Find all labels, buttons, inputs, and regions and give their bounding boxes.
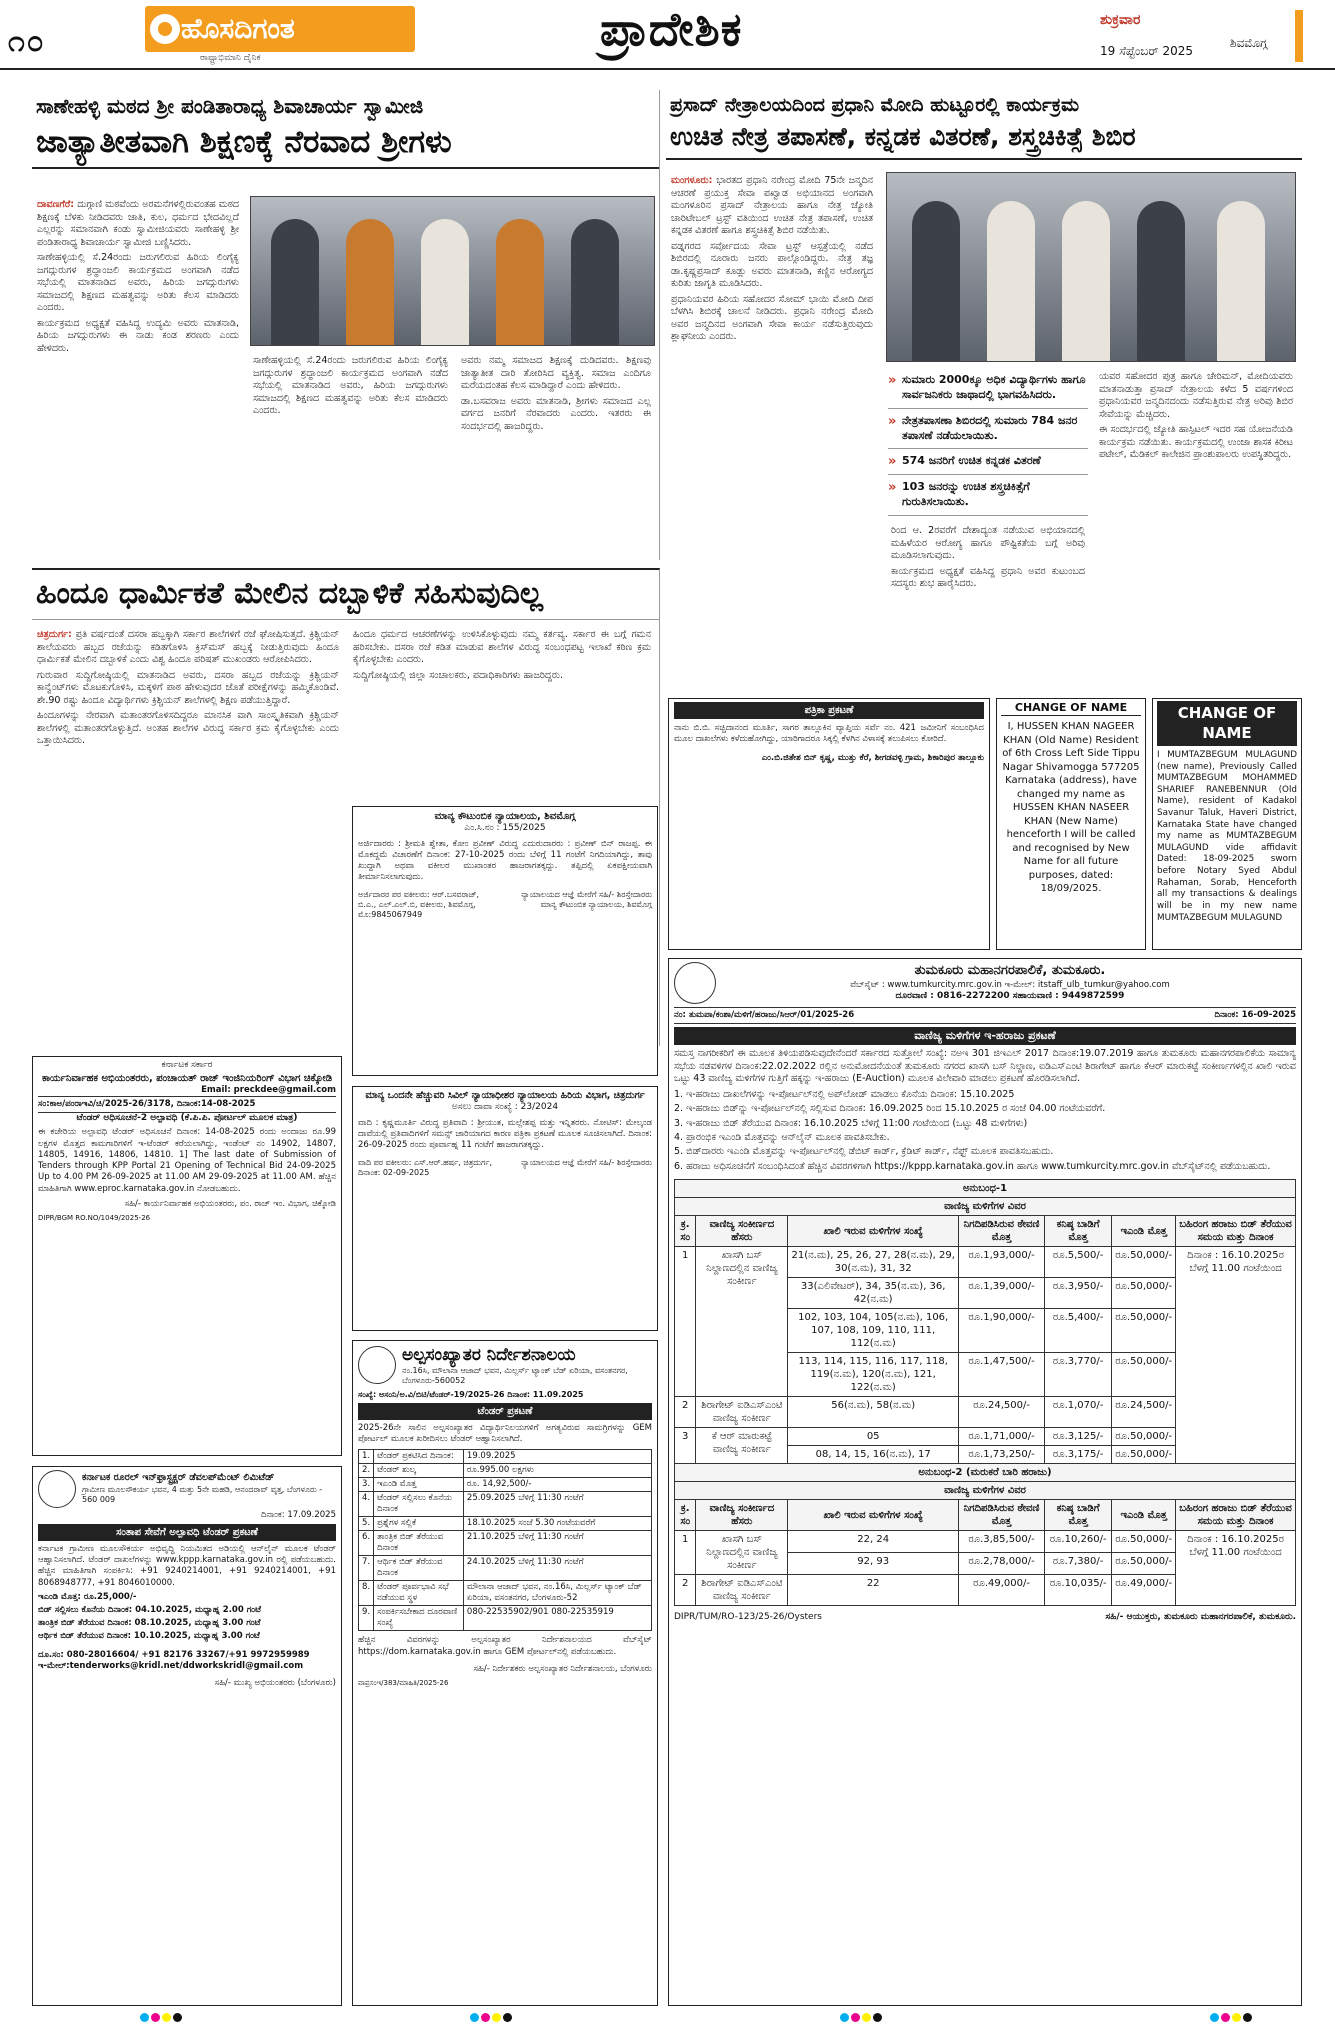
table-cell: 102, 103, 104, 105(ನ.ಮ), 106, 107, 108, 109, 110, 111, 112(ನ.ಮ) [788, 1309, 959, 1353]
table-cell: ರೂ.3,950/- [1045, 1278, 1112, 1309]
masthead-accent-bar [1295, 10, 1303, 62]
table-cell: ಟೆಂಡರ್ ಶುಲ್ಕ [374, 1463, 464, 1477]
reference-number: ಸಂಖ್ಯೆ: ಅಸಂನಿ/ಅ.ವಿ/ಬಿಟಿ/ಟೆಂಡರ್-19/2025-26 ದಿನಾಂಕ: 11.09.2025 [358, 1389, 584, 1399]
dipr-code: ವಾಪ್ರಸಂಇ/383/ಮಾಹಿತಿ/2025-26 [358, 1678, 449, 1687]
paragraph: ವಡ್ನಗರದ ಸರ್ವೋದಯ ಸೇವಾ ಟ್ರಸ್ಟ್ ಆಸ್ಪತ್ರೆಯಲ್ಲಿ ನಡೆದ ಶಿಬಿರದಲ್ಲಿ ನೂರಾರು ಜನರು ಪಾಲ್ಗೊಂಡಿದ್ದರು. ನೇತ್ರ ತಜ್ಞ ಡಾ.ಕೃಷ್ಣಪ್ರಸಾದ್ ಕೂಡ್ಲು ಅವರು ಮಾತನಾಡಿ, ಕಣ್ಣಿನ ಆರೋಗ್ಯದ ಕುರಿತು ಜಾಗೃತಿ ಮೂಡಿಸಿದರು. [671, 240, 873, 290]
advocate-signature: ಅರ್ಜಿದಾರರ ಪರ ವಕೀಲರು: ಆರ್.ಬಸವರಾಜ್, ಬಿ.ಎ., ಎಲ್.ಎಲ್.ಬಿ, ವಕೀಲರು, ಶಿವಮೊಗ್ಗ, ಮೊ:9845067949 [358, 889, 480, 920]
column-header: ಕನಿಷ್ಠ ಬಾಡಿಗೆ ಮೊತ್ತ [1045, 1216, 1112, 1247]
paragraph: ಸುದ್ದಿಗೋಷ್ಠಿಯಲ್ಲಿ ಜಿಲ್ಲಾ ಸಂಚಾಲಕರು, ಪದಾಧಿಕಾರಿಗಳು ಹಾಜರಿದ್ದರು. [353, 669, 563, 681]
paragraph: ಅವರು ನಮ್ಮ ಸಮಾಜದ ಶಿಕ್ಷಣಕ್ಕೆ ದುಡಿದವರು. ಶಿಕ್ಷಣವು ಜಾತ್ಯಾತೀತ ದಾರಿ ತೋರಿಸಿದ ವ್ಯಕ್ತಿತ್ವ. ಸಮಾಜ ಎಂದಿಗೂ ಮರೆಯದಂತಹ ಕೆಲಸ ಮಾಡಿದ್ದಾರೆ ಎಂದು ಹೇಳಿದರು. [461, 355, 651, 392]
notice-body: ಕರ್ನಾಟಕ ಗ್ರಾಮೀಣ ಮೂಲಸೌಕರ್ಯ ಅಭಿವೃದ್ಧಿ ನಿಯಮಿತದ ಅಡಿಯಲ್ಲಿ ಆನ್‌ಲೈನ್ ಮೂಲಕ ಟೆಂಡರ್ ಆಹ್ವಾನಿಸಲಾಗಿದೆ. ಟೆಂಡರ್ ದಾಖಲೆಗಳನ್ನು www.kppp.karnataka.gov.in ರಲ್ಲಿ ಪಡೆಯಬಹುದು. ಹೆಚ್ಚಿನ ಮಾಹಿತಿಗಾಗಿ ಸಂಪರ್ಕಿಸಿ: +91 9240214001, +91 9240214001, +91 8068948777, +91 8046010000. [38, 1544, 336, 1588]
registration-marks [140, 2007, 184, 2026]
table-cell: 4. [359, 1491, 374, 1516]
notice-title: CHANGE OF NAME [1001, 701, 1141, 716]
table-cell: ರೂ.3,175/- [1045, 1446, 1112, 1464]
notice-step: 3. ಇ-ಹರಾಜು ಬಿಡ್ ತೆರೆಯುವ ದಿನಾಂಕ: 16.10.2025 ಬೆಳಿಗ್ಗೆ 11:00 ಗಂಟೆಯಿಂದ (ಒಟ್ಟು 48 ಮಳಿಗೆಗಳು) [674, 1117, 1028, 1129]
press-notice [668, 698, 990, 950]
notice-body: I, HUSSEN KHAN NAGEER KHAN (Old Name) Resident of 6th Cross Left Side Tippu Nagar Shivamogga 577205 Karnataka (address), have changed my name as HUSSEN KHAN NASEER KHAN (New Name) henceforth I will be called and recognised by New Name for all future purposes, dated: 18/09/2025. [1002, 721, 1140, 895]
table-cell: 25.09.2025 ಬೆಳಿಗ್ಗೆ 11:30 ಗಂಟೆಗೆ [463, 1491, 651, 1516]
paragraph: ಗುರುವಾರ ಸುದ್ದಿಗೋಷ್ಠಿಯಲ್ಲಿ ಮಾತನಾಡಿದ ಅವರು, ದಸರಾ ಹಬ್ಬದ ರಜೆಯನ್ನು ಕ್ರಿಶ್ಚಿಯನ್ ಕಾನ್ವೆಂಟ್‌ಗಳು ಮೊಟಕುಗೊಳಿಸಿ, ಮಕ್ಕಳಿಗೆ ಪಾಠ ಹೇಳುವುದರ ಜೊತೆ ಪರೀಕ್ಷೆಗಳನ್ನು ಹಮ್ಮಿಕೊಂಡಿವೆ. ಶೇ.90 ರಷ್ಟು ಹಿಂದೂ ವಿದ್ಯಾರ್ಥಿಗಳು ಕ್ರಿಶ್ಚಿಯನ್ ಶಾಲೆಗಳಲ್ಲಿ ಶಿಕ್ಷಣ ಪಡೆಯುತ್ತಿದ್ದಾರೆ. [37, 669, 339, 706]
table-cell: ರೂ.50,000/- [1112, 1247, 1176, 1278]
table-cell: ರೂ.1,71,000/- [959, 1428, 1045, 1446]
notice-step: 5. ಬಿಡ್‌ದಾರರು ಇಎಂಡಿ ಮೊತ್ತವನ್ನು ಇ-ಪೋರ್ಟಲ್‌ನಲ್ಲಿ ಡೆಬಿಟ್ ಕಾರ್ಡ್, ಕ್ರೆಡಿಟ್ ಕಾರ್ಡ್, ನೆಫ್ಟ್ ಮೂಲಕ ಪಾವತಿಸಬಹುದು. [674, 1146, 1054, 1158]
table-cell: ಖಾಸಗಿ ಬಸ್ ನಿಲ್ದಾಣದಲ್ಲಿನ ವಾಣಿಜ್ಯ ಸಂಕೀರ್ಣ [696, 1531, 788, 1575]
column-header: ವಾಣಿಜ್ಯ ಸಂಕೀರ್ಣದ ಹೆಸರು [696, 1500, 788, 1531]
table-cell: ರೂ.50,000/- [1112, 1428, 1176, 1446]
photo-figure [912, 201, 960, 361]
table-cell: ರೂ.10,260/- [1045, 1531, 1112, 1553]
signature: ಸಹಿ/- ನಿರ್ದೇಶಕರು ಅಲ್ಪಸಂಖ್ಯಾತರ ನಿರ್ದೇಶನಾಲಯ, ಬೆಂಗಳೂರು [473, 1663, 652, 1674]
table-cell: ರೂ.1,39,000/- [959, 1278, 1045, 1309]
story-headline: ಜಾತ್ಯಾತೀತವಾಗಿ ಶಿಕ್ಷಣಕ್ಕೆ ನೆರವಾದ ಶ್ರೀಗಳು [32, 124, 659, 169]
table-cell: 56(ನ.ಮ), 58(ನ.ಮ) [788, 1397, 959, 1428]
notice-subtitle: ಟೆಂಡರ್ ಅಧಿಸೂಚನೆ-2 ಅಲ್ಪಾವಧಿ (ಕೆ.ಪಿ.ಪಿ. ಪೋರ್ಟಲ್ ಮೂಲಕ ಮಾತ್ರ) [76, 1112, 298, 1123]
table-cell: ರೂ.50,000/- [1112, 1278, 1176, 1309]
table-cell: ರೂ.50,000/- [1112, 1353, 1176, 1397]
table-cell: ಕೆ ಆರ್ ಮಾರುಕಟ್ಟೆ ವಾಣಿಜ್ಯ ಸಂಕೀರ್ಣ [696, 1428, 788, 1464]
table-cell: 2 [675, 1575, 696, 1606]
notice-body: ಅರ್ಜಿದಾರರು : ಶ್ರೀಮತಿ ಶ್ವೇತಾ, ಕೋಂ ಪ್ರವೀಣ್ ವಿರುದ್ಧ ಎದುರುದಾರರು : ಪ್ರವೀಣ್ ಬಿನ್ ರಾಜಪ್ಪ. ಈ ಮೊಕದ್ದಮೆ ವಿಚಾರಣೆಗೆ ದಿನಾಂಕ: 27-10-2025 ರಂದು ಬೆಳಿಗ್ಗೆ 11 ಗಂಟೆಗೆ ನಿಗದಿಯಾಗಿದ್ದು, ತಾವು ಖುದ್ದಾಗಿ ಅಥವಾ ವಕೀಲರ ಮುಖಾಂತರ ಹಾಜರಾಗತಕ್ಕದ್ದು. ತಪ್ಪಿದಲ್ಲಿ ಏಕಪಕ್ಷೀಯವಾಗಿ ತೀರ್ಮಾನಿಸಲಾಗುವುದು. [358, 838, 652, 883]
story-headline: ಉಚಿತ ನೇತ್ರ ತಪಾಸಣೆ, ಕನ್ನಡಕ ವಿತರಣೆ, ಶಸ್ತ್ರಚಿಕಿತ್ಸೆ ಶಿಬಿರ [666, 122, 1302, 160]
photo-figure [1217, 201, 1265, 361]
govt-emblem-icon [358, 1346, 396, 1384]
highlight-item: » 574 ಜನರಿಗೆ ಉಚಿತ ಕನ್ನಡಕ ವಿತರಣೆ [888, 449, 1088, 475]
table-cell: ರೂ.3,125/- [1045, 1428, 1112, 1446]
newspaper-logo: ಹೊಸದಿಗಂತ [145, 6, 415, 52]
case-number: ಅಸಲು ದಾವಾ ಸಂಖ್ಯೆ : 23/2024 [451, 1102, 559, 1113]
table-cell: ರೂ.2,78,000/- [959, 1553, 1045, 1575]
column-header: ಇಎಂಡಿ ಮೊತ್ತ [1112, 1216, 1176, 1247]
table-cell: 5. [359, 1516, 374, 1530]
story-column-2 [248, 352, 453, 556]
notice-body: 2025-26ನೇ ಸಾಲಿನ ಅಲ್ಪಸಂಖ್ಯಾತರ ವಿದ್ಯಾರ್ಥಿನಿಲಯಗಳಿಗೆ ಅಗತ್ಯವಿರುವ ಸಾಮಗ್ರಿಗಳನ್ನು GEM ಪೋರ್ಟಲ್ ಮೂಲಕ ಖರೀದಿಸಲು ಟೆಂಡರ್ ಆಹ್ವಾನಿಸಲಾಗಿದೆ. [358, 1423, 652, 1445]
column-header: ನಿಗದಿಪಡಿಸಿರುವ ಠೇವಣಿ ಮೊತ್ತ [959, 1500, 1045, 1531]
table-cell: 1. [359, 1449, 374, 1463]
org-address: ನಂ.16ಸಿ, ಮೌಲಾನಾ ಆಜಾದ್ ಭವನ, ಮಿಲ್ಲರ್ಸ್ ಟ್ಯಾಂಕ್ ಬೆಡ್ ಏರಿಯಾ, ವಸಂತನಗರ, ಬೆಂಗಳೂರು-560052 [402, 1366, 628, 1386]
table-cell: ಪ್ರಶ್ನೆಗಳ ಸಲ್ಲಿಕೆ [374, 1516, 464, 1530]
signature: ಸಹಿ/- ಮುಖ್ಯ ಅಭಿಯಂತರರು (ಬೆಂಗಳೂರು) [214, 1678, 336, 1689]
paragraph: ದುಗ್ಗಾಣಿ ಮಠವೆಂದು ಅರಮನೆಗಳಲ್ಲಿರುವಂತಹ ಮಠದ ಶಿಕ್ಷಣಕ್ಕೆ ಬೆಳಕು ನೀಡಿದವರು ಜಾತಿ, ಕುಲ, ಧರ್ಮದ ಭೇದವಿಲ್ಲದೆ ಎಲ್ಲರನ್ನು ಸಮಾನವಾಗಿ ಕಂಡು ಸ್ವಾಮೀಜಿಯವರು ಸಾಣೇಹಳ್ಳಿ ಶ್ರೀ ಪಂಡಿತಾರಾಧ್ಯ ಶಿವಾಚಾರ್ಯ ಸ್ವಾಮೀಜಿ ಬಣ್ಣಿಸಿದರು. [37, 199, 239, 248]
paragraph: ಡಾ.ಬಸವರಾಜ ಅವರು ಮಾತನಾಡಿ, ಶ್ರೀಗಳು ಸಮಾಜದ ಎಲ್ಲ ವರ್ಗದ ಜನರಿಗೆ ನೆರವಾದರು ಎಂದರು. ಇತರರು ಈ ಸಂದರ್ಭದಲ್ಲಿ ಹಾಜರಿದ್ದರು. [461, 395, 651, 432]
signature: ಎಂ.ಬಿ.ಜಿತೇಶ ಬಿನ್ ಕೃಷ್ಣ, ಮುತ್ತು ಕೆರೆ, ಶೀಗಡವಳ್ಳಿ ಗ್ರಾಮ, ಶಿಕಾರಿಪುರ ತಾಲ್ಲೂಕು [761, 753, 984, 764]
notice-item: ಇಎಂಡಿ ಮೊತ್ತ: ರೂ.25,000/- [38, 1591, 137, 1602]
notice-body: ವಾದಿ : ಕೃಷ್ಣಮೂರ್ತಿ ವಿರುದ್ಧ ಪ್ರತಿವಾದಿ : ಶ್ರೀಯುತ, ಮಲ್ಲೇಶಪ್ಪ ಮತ್ತು ಇನ್ನಿತರರು. ನೋಟಿಸ್: ಮೇಲ್ಕಂಡ ದಾವೆಯಲ್ಲಿ ಪ್ರತಿವಾದಿಗಳಿಗೆ ಸಮನ್ಸ್ ಜಾರಿಯಾಗದ ಕಾರಣ ಪತ್ರಿಕಾ ಪ್ರಕಟಣೆ ಮೂಲಕ ಸೂಚಿಸಲಾಗಿದೆ. ದಿನಾಂಕ: 26-09-2025 ರಂದು ಪೂರ್ವಾಹ್ನ 11 ಗಂಟೆಗೆ ಹಾಜರಾಗತಕ್ಕದ್ದು. [358, 1118, 652, 1151]
story-headline: ಹಿಂದೂ ಧಾರ್ಮಿಕತೆ ಮೇಲಿನ ದಬ್ಬಾಳಿಕೆ ಸಹಿಸುವುದಿಲ್ಲ [32, 570, 659, 620]
table-row [359, 1581, 652, 1606]
org-address: ಗ್ರಾಮೀಣ ಮೂಲಸೌಕರ್ಯ ಭವನ, 4 ಮತ್ತು 5ನೇ ಮಹಡಿ, ಆನಂದರಾವ್ ವೃತ್ತ, ಬೆಂಗಳೂರು - 560 009 [82, 1484, 323, 1505]
tender-notice-minority [352, 1340, 658, 2006]
table-row [675, 1247, 1296, 1278]
table-cell: ರೂ.50,000/- [1112, 1446, 1176, 1464]
highlights-box [888, 368, 1088, 518]
tumkur-auction-notice [668, 958, 1302, 2006]
dipr-code: DIPR/TUM/RO-123/25-26/Oysters [674, 1612, 822, 1622]
table-cell: 9. [359, 1606, 374, 1631]
table-cell: ಸಂಪರ್ಕಿಸಬೇಕಾದ ದೂರವಾಣಿ ಸಂಖ್ಯೆ [374, 1606, 464, 1631]
table-cell: 22 [788, 1575, 959, 1606]
photo-figure [421, 219, 469, 345]
table-row [359, 1530, 652, 1555]
advocate-signature: ವಾದಿ ಪರ ವಕೀಲರು: ಎಸ್.ಆರ್.ಹರ್ಷ, ಚಿತ್ರದುರ್ಗ, ದಿನಾಂಕ: 02-09-2025 [358, 1157, 493, 1178]
table-cell: ಆರ್ಥಿಕ ಬಿಡ್ ತೆರೆಯುವ ದಿನಾಂಕ [374, 1556, 464, 1581]
table-cell: 21.10.2025 ಬೆಳಿಗ್ಗೆ 11:30 ಗಂಟೆಗೆ [463, 1530, 651, 1555]
table-cell: 6. [359, 1530, 374, 1555]
sun-logo-icon [150, 14, 180, 44]
change-of-name-notice-1 [996, 698, 1146, 950]
table-cell: ಶಿರಾಗೇಟ್ ಐಡಿಎಸ್‌ಎಂಟಿ ವಾಣಿಜ್ಯ ಸಂಕೀರ್ಣ [696, 1575, 788, 1606]
column-header: ಕ್ರ. ಸಂ [675, 1500, 696, 1531]
table-row [359, 1556, 652, 1581]
registration-marks [840, 2007, 884, 2026]
table-cell: 05 [788, 1428, 959, 1446]
paragraph: ಕಾರ್ಯಕ್ರಮದ ಅಧ್ಯಕ್ಷತೆ ವಹಿಸಿದ್ದ ಪ್ರಧಾನಿ ಅವರ ಕುಟುಂಬದ ಸದಸ್ಯರು ಶುಭ ಹಾರೈಸಿದರು. [891, 565, 1085, 590]
email: ಇ-ಮೇಲ್:tenderworks@kridl.net/ddworkskridl@gmail.com [38, 1661, 304, 1672]
corporation-emblem-icon [674, 962, 716, 1004]
table-cell: 2. [359, 1463, 374, 1477]
notice-step: 1. ಇ-ಹರಾಜು ದಾಖಲೆಗಳನ್ನು ಇ-ಪೋರ್ಟಲ್‌ನಲ್ಲಿ ಅಪ್‌ಲೋಡ್ ಮಾಡಲು ಕೊನೆಯ ದಿನಾಂಕ: 15.10.2025 [674, 1088, 1015, 1100]
table-cell: ರೂ. 14,92,500/- [463, 1477, 651, 1491]
notice-bar: ಟೆಂಡರ್ ಪ್ರಕಟಣೆ [358, 1403, 652, 1420]
notice-item: ಆರ್ಥಿಕ ಬಿಡ್ ತೆರೆಯುವ ದಿನಾಂಕ: 10.10.2025, ಮಧ್ಯಾಹ್ನ 3.00 ಗಂಟೆ [38, 1631, 260, 1642]
table-cell: ಇಎಂಡಿ ಮೊತ್ತ [374, 1477, 464, 1491]
column-header: ಖಾಲಿ ಇರುವ ಮಳಿಗೆಗಳ ಸಂಖ್ಯೆ [788, 1500, 959, 1531]
org-name: ಕರ್ನಾಟಕ ರೂರಲ್ ಇನ್‌ಫ್ರಾಸ್ಟ್ರಕ್ಚರ್ ಡೆವಲಪ್‌ಮೆಂಟ್ ಲಿಮಿಟೆಡ್ [82, 1472, 275, 1484]
paragraph: ಪ್ರತಿ ವರ್ಷದಂತೆ ದಸರಾ ಹಬ್ಬಕ್ಕಾಗಿ ಸರ್ಕಾರ ಶಾಲೆಗಳಿಗೆ ರಜೆ ಘೋಷಿಸುತ್ತದೆ. ಕ್ರಿಶ್ಚಿಯನ್ ಶಾಲೆಯವರು ಹಬ್ಬದ ರಜೆಯನ್ನು ಕಡಿತಗೊಳಿಸಿ ಕ್ರಿಸ್‌ಮಸ್ ಹಬ್ಬಕ್ಕೆ ನೀಡುತ್ತಿರುವುದು ಹಿಂದೂ ಧಾರ್ಮಿಕತೆ ಮೇಲಿನ ದಬ್ಬಾಳಿಕೆ ಎಂದು ವಿಶ್ವ ಹಿಂದೂ ಪರಿಷತ್ ಮುಖಂಡರು ಆರೋಪಿಸಿದರು. [37, 629, 339, 666]
story-prasad-netralaya [666, 90, 1302, 700]
org-name: ಅಲ್ಪಸಂಖ್ಯಾತರ ನಿರ್ದೇಶನಾಲಯ [402, 1345, 576, 1365]
photo-figure [271, 219, 319, 345]
paragraph: ರಿಂದ ಆ. 2ರವರೆಗೆ ದೇಶಾದ್ಯಂತ ನಡೆಯುವ ಅಭಿಯಾನದಲ್ಲಿ ಮಹಿಳೆಯರ ಆರೋಗ್ಯ ಹಾಗೂ ಪೌಷ್ಟಿಕತೆಯ ಬಗ್ಗೆ ಅರಿವು ಮೂಡಿಸಲಾಗುವುದು. [891, 525, 1085, 562]
column-header: ನಿಗದಿಪಡಿಸಿರುವ ಠೇವಣಿ ಮೊತ್ತ [959, 1216, 1045, 1247]
story-sanehalli [32, 90, 660, 560]
table-row [359, 1491, 652, 1516]
table-cell: 19.09.2025 [463, 1449, 651, 1463]
table-cell: ರೂ.5,500/- [1045, 1247, 1112, 1278]
table-cell: 2 [675, 1397, 696, 1428]
table-cell: ದಿನಾಂಕ : 16.10.2025ರ ಬೆಳಗ್ಗೆ 11.00 ಗಂಟೆಯಿಂದ [1176, 1531, 1296, 1606]
notice-body: ಈ ಕಚೇರಿಯ ಅಲ್ಪಾವಧಿ ಟೆಂಡರ್ ಅಧಿಸೂಚನೆ ದಿನಾಂಕ: 14-08-2025 ರಂದು ಅಂದಾಜು ರೂ.99 ಲಕ್ಷಗಳ ಮೊತ್ತದ ಕಾಮಗಾರಿಗಳಿಗೆ ಇ-ಟೆಂಡರ್ ಕರೆಯಲಾಗಿದ್ದು, ಇಂಡೆಂಟ್ ನಂ 14902, 14807, 14805, 14916, 14806, 14810. 1] The last date of Submission of Tenders through KPP Portal 21 Opening of Technical Bid 24-09-2025 Up to 4.00 PM 26-09-2025 at 11.00 AM 29-09-2025 at 11.00 AM. ಹೆಚ್ಚಿನ ಮಾಹಿತಿಗಾಗಿ www.eproc.karnataka.gov.in ನೋಡಬಹುದು. [38, 1127, 336, 1194]
highlight-item: » 103 ಜನರನ್ನು ಉಚಿತ ಶಸ್ತ್ರಚಿಕಿತ್ಸೆಗೆ ಗುರುತಿಸಲಾಯಿತು. [888, 475, 1088, 516]
paragraph: ಕಾರ್ಯಕ್ರಮದ ಅಧ್ಯಕ್ಷತೆ ವಹಿಸಿದ್ದ ಉದ್ಯಮಿ ಅವರು ಮಾತನಾಡಿ, ಹಿರಿಯ ಜಗದ್ಗುರುಗಳು ಈ ನಾಡು ಕಂಡ ಶರಣರು ಎಂದು ಹೇಳಿದರು. [37, 317, 239, 354]
story-column-3 [1094, 368, 1298, 688]
table-cell: ರೂ.50,000/- [1112, 1553, 1176, 1575]
table-cell: ತಾಂತ್ರಿಕ ಬಿಡ್ ತೆರೆಯುವ ದಿನಾಂಕ [374, 1530, 464, 1555]
reference-number: ಸಂ:ಕಾಅ/ಪಂರಾಇವಿ/ಚಿ/2025-26/3178, ದಿನಾಂಕ:14-08-2025 [38, 1096, 336, 1113]
table-cell: ಟೆಂಡರ್ ಪ್ರಕಟಿಸಿದ ದಿನಾಂಕ: [374, 1449, 464, 1463]
notice-footer: ಹೆಚ್ಚಿನ ವಿವರಗಳನ್ನು ಅಲ್ಪಸಂಖ್ಯಾತರ ನಿರ್ದೇಶನಾಲಯದ ವೆಬ್‌ಸೈಟ್ https://dom.karnataka.gov.in ಹಾಗೂ GEM ಪೋರ್ಟಲ್‌ನಲ್ಲಿ ಪಡೆಯಬಹುದು. [358, 1635, 652, 1657]
annex-subtitle: ವಾಣಿಜ್ಯ ಮಳಿಗೆಗಳ ವಿವರ [675, 1198, 1296, 1216]
shops-table [674, 1179, 1296, 1606]
story-kicker: ಸಾಣೇಹಳ್ಳಿ ಮಠದ ಶ್ರೀ ಪಂಡಿತಾರಾಧ್ಯ ಶಿವಾಚಾರ್ಯ ಸ್ವಾಮೀಜಿ [36, 94, 424, 118]
table-row [359, 1477, 652, 1491]
table-cell: 08, 14, 15, 16(ನ.ಮ), 17 [788, 1446, 959, 1464]
registration-marks [470, 2007, 514, 2026]
table-cell: ರೂ.1,73,250/- [959, 1446, 1045, 1464]
dateline: ಮಂಗಳೂರು: [671, 175, 713, 186]
tender-notice-chikkodi [32, 1056, 342, 1456]
change-of-name-notice-2 [1152, 698, 1302, 950]
dipr-code: DIPR/BGM RO.NO/1049/2025-26 [38, 1213, 151, 1222]
story-column-2 [886, 522, 1090, 690]
table-row [359, 1449, 652, 1463]
table-cell: ರೂ.49,000/- [959, 1575, 1045, 1606]
tender-notice-kridl [32, 1466, 342, 2006]
table-cell: 3. [359, 1477, 374, 1491]
paragraph: ಹಿಂದೂ ಧರ್ಮದ ಆಚರಣೆಗಳನ್ನು ಉಳಿಸಿಕೊಳ್ಳುವುದು ನಮ್ಮ ಕರ್ತವ್ಯ. ಸರ್ಕಾರ ಈ ಬಗ್ಗೆ ಗಮನ ಹರಿಸಬೇಕು. ದಸರಾ ರಜೆ ಕಡಿತ ಮಾಡುವ ಶಾಲೆಗಳ ವಿರುದ್ಧ ಸಂಬಂಧಪಟ್ಟ ಇಲಾಖೆ ಕಠಿಣ ಕ್ರಮ ಕೈಗೊಳ್ಳಬೇಕು ಎಂದರು. [353, 629, 651, 666]
reference-number: ನಂ: ತುಮಪಾ/ಕಂಶಾ/ಮಳಿಗೆ/ಹರಾಜು/ಸಿಆರ್/01/2025-26 [674, 1010, 855, 1020]
website: ವೆಬ್‌ಸೈಟ್ : www.tumkurcity.mrc.gov.in ಇ-ಮೇಲ್: itstaff_ulb_tumkur@yahoo.com [850, 980, 1170, 991]
notice-item: ತಾಂತ್ರಿಕ ಬಿಡ್ ತೆರೆಯುವ ದಿನಾಂಕ: 08.10.2025, ಮಧ್ಯಾಹ್ನ 3.00 ಗಂಟೆ [38, 1618, 261, 1629]
court-notice-civil [352, 1086, 658, 1331]
notice-title: ಕಾರ್ಯನಿರ್ವಾಹಕ ಅಭಿಯಂತರರು, ಪಂಚಾಯತ್ ರಾಜ್ ಇಂಜಿನಿಯರಿಂಗ್ ವಿಭಾಗ ಚಿಕ್ಕೋಡಿ [41, 1072, 333, 1084]
notice-title: CHANGE OF NAME [1157, 701, 1297, 746]
table-cell: ಶಿರಾಗೇಟ್ ಐಡಿಎಸ್‌ಎಂಟಿ ವಾಣಿಜ್ಯ ಸಂಕೀರ್ಣ [696, 1397, 788, 1428]
table-row [359, 1516, 652, 1530]
table-cell: 113, 114, 115, 116, 117, 118, 119(ನ.ಮ), 120(ನ.ಮ), 121, 122(ನ.ಮ) [788, 1353, 959, 1397]
registration-marks [1210, 2007, 1254, 2026]
table-cell: 24.10.2025 ಬೆಳಿಗ್ಗೆ 11:30 ಗಂಟೆಗೆ [463, 1556, 651, 1581]
court-signature: ನ್ಯಾಯಾಲಯದ ಆಜ್ಞೆ ಮೇರೆಗೆ ಸಹಿ/- ಶಿರಸ್ತೇದಾರರು ಮಾನ್ಯ ಕೌಟುಂಬಿಕ ನ್ಯಾಯಾಲಯ, ಶಿವಮೊಗ್ಗ [521, 889, 652, 909]
section-title: ಪ್ರಾದೇಶಿಕ [600, 2, 743, 56]
notice-bar: ಸಂತಾಪ ಸೇವೆಗೆ ಅಲ್ಪಾವಧಿ ಟೆಂಡರ್ ಪ್ರಕಟಣೆ [38, 1524, 336, 1541]
table-cell: ರೂ.1,47,500/- [959, 1353, 1045, 1397]
photo-figure [1137, 201, 1185, 361]
story-column-1 [32, 626, 344, 1044]
table-cell: 92, 93 [788, 1553, 959, 1575]
photo-figure [571, 219, 619, 345]
table-cell: ಮೌಲಾನಾ ಆಜಾದ್ ಭವನ, ನಂ.16ಸಿ, ಮಿಲ್ಲರ್ಸ್ ಟ್ಯಾಂಕ್ ಬೆಡ್ ಏರಿಯಾ, ವಸಂತನಗರ, ಬೆಂಗಳೂರು-52 [463, 1581, 651, 1606]
table-cell: 21(ನ.ಮ), 25, 26, 27, 28(ನ.ಮ), 29, 30(ನ.ಮ), 31, 32 [788, 1247, 959, 1278]
table-cell: ರೂ.995.00 ಲಕ್ಷಗಳು [463, 1463, 651, 1477]
story-column-2 [348, 626, 656, 786]
weekday: ಶುಕ್ರವಾರ [1100, 12, 1141, 28]
table-cell: 3 [675, 1428, 696, 1464]
annex-title: ಅನುಬಂಧ-1 [675, 1180, 1296, 1198]
table-cell: ರೂ.24,500/- [1112, 1397, 1176, 1428]
paragraph: ಸಾಣೇಹಳ್ಳಿಯಲ್ಲಿ ಸೆ.24ರಂದು ಜರುಗಲಿರುವ ಹಿರಿಯ ಲಿಂಗೈಕ್ಯ ಜಗದ್ಗುರುಗಳ ಶ್ರದ್ಧಾಂಜಲಿ ಕಾರ್ಯಕ್ರಮದ ಅಂಗವಾಗಿ ನಡೆದ ಸಭೆಯಲ್ಲಿ ಮಾತನಾಡಿದ ಅವರು, ಹಿರಿಯ ಜಗದ್ಗುರುಗಳು ಸಮಾಜದಲ್ಲಿ ಶಿಕ್ಷಣದ ಮಹತ್ವವನ್ನು ಅರಿತು ಕೆಲಸ ಮಾಡಿದರು ಎಂದರು. [253, 355, 448, 417]
column-header: ಬಹಿರಂಗ ಹರಾಜು ಬಿಡ್ ತೆರೆಯುವ ಸಮಯ ಮತ್ತು ದಿನಾಂಕ [1176, 1500, 1296, 1531]
notice-body: I MUMTAZBEGUM MULAGUND (new name), Previously Called MUMTAZBEGUM MOHAMMED SHARIEF RANEBENNUR (Old Name), resident of Kadakol Savanur Taluk, Haveri District, Karnataka State have changed my name as MUMTAZBEGUM MULAGUND vide affidavit Dated: 18-09-2025 sworn before Notary Syed Abdul Rahaman, Sorab, Henceforth all my transactions & dealings will be in my new name MUMTAZBEGUM MULAGUND [1157, 750, 1297, 923]
org-name: ತುಮಕೂರು ಮಹಾನಗರಪಾಲಿಕೆ, ತುಮಕೂರು. [914, 963, 1106, 979]
photo-figure [496, 219, 544, 345]
notice-body: ನಾನು ಬಿ.ಬಿ. ಸಚ್ಚಿದಾನಂದ ಮೂರ್ತಿ, ಸಾಗರ ತಾಲ್ಲೂಕಿನ ವ್ಯಾಪ್ತಿಯ ಸರ್ವೆ ನಂ. 421 ಜಮೀನಿಗೆ ಸಂಬಂಧಿಸಿದ ಮೂಲ ದಾಖಲೆಗಳು ಕಳೆದುಹೋಗಿದ್ದು, ಯಾರಿಗಾದರೂ ಸಿಕ್ಕಲ್ಲಿ ಕೆಳಗಿನ ವಿಳಾಸಕ್ಕೆ ತಲುಪಿಸಲು ಕೋರಿದೆ. [674, 723, 984, 745]
signature: ಸಹಿ/- ಆಯುಕ್ತರು, ತುಮಕೂರು ಮಹಾನಗರಪಾಲಿಕೆ, ತುಮಕೂರು. [1105, 1612, 1296, 1622]
notice-step: 4. ಪ್ರಾರಂಭಿಕ ಇಎಂಡಿ ಮೊತ್ತವನ್ನು ಆನ್‌ಲೈನ್ ಮೂಲಕ ಪಾವತಿಸಬೇಕು. [674, 1131, 890, 1143]
column-header: ಇಎಂಡಿ ಮೊತ್ತ [1112, 1500, 1176, 1531]
story-column-3 [456, 352, 656, 556]
table-cell: ರೂ.5,400/- [1045, 1309, 1112, 1353]
table-row [675, 1531, 1296, 1553]
news-photo [886, 172, 1296, 362]
table-cell: 8. [359, 1581, 374, 1606]
annex-title: ಅನುಬಂಧ-2 (ಮರುಕರೆ ಬಾರಿ ಹರಾಜು) [675, 1464, 1296, 1482]
table-cell: 080-22535902/901 080-22535919 [463, 1606, 651, 1631]
table-cell: ದಿನಾಂಕ : 16.10.2025ರ ಬೆಳಗ್ಗೆ 11.00 ಗಂಟೆಯಿಂದ [1176, 1247, 1296, 1464]
table-cell: ರೂ.50,000/- [1112, 1309, 1176, 1353]
column-header: ಬಹಿರಂಗ ಹರಾಜು ಬಿಡ್ ತೆರೆಯುವ ಸಮಯ ಮತ್ತು ದಿನಾಂಕ [1176, 1216, 1296, 1247]
table-cell: 1 [675, 1531, 696, 1575]
contact-number: ದೂ.ಸಂ: 080-28016604/ +91 82176 33267/+91 9972959989 [38, 1650, 310, 1661]
table-cell: ಖಾಸಗಿ ಬಸ್ ನಿಲ್ದಾಣದಲ್ಲಿನ ವಾಣಿಜ್ಯ ಸಂಕೀರ್ಣ [696, 1247, 788, 1397]
table-cell: ರೂ.24,500/- [959, 1397, 1045, 1428]
photo-figure [1062, 201, 1110, 361]
case-number: ಎಂ.ಸಿ.ನಂ : 155/2025 [464, 823, 546, 833]
dateline: ದಾವಣಗೆರೆ: [37, 199, 75, 210]
notice-item: ಬಿಡ್ ಸಲ್ಲಿಸಲು ಕೊನೆಯ ದಿನಾಂಕ: 04.10.2025, ಮಧ್ಯಾಹ್ನ 2.00 ಗಂಟೆ [38, 1604, 261, 1615]
highlight-item: » ಸುಮಾರು 2000ಕ್ಕೂ ಅಧಿಕ ವಿದ್ಯಾರ್ಥಿಗಳು ಹಾಗೂ ಸಾರ್ವಜನಿಕರು ಜಾಥಾದಲ್ಲಿ ಭಾಗವಹಿಸಿದರು. [888, 368, 1088, 409]
date: 19 ಸೆಪ್ಟೆಂಬರ್ 2025 [1100, 44, 1194, 58]
notice-step: 2. ಇ-ಹರಾಜು ಬಿಡ್‌ನ್ನು ಇ-ಪೋರ್ಟಲ್‌ನಲ್ಲಿ ಸಲ್ಲಿಸುವ ದಿನಾಂಕ: 16.09.2025 ರಿಂದ 15.10.2025 ರ ಸಂಜೆ 04.00 ಗಂಟೆಯವರೆಗೆ. [674, 1103, 1106, 1115]
table-cell: 1 [675, 1247, 696, 1397]
phone: ದೂರವಾಣಿ : 0816-2272200 ಸಹಾಯವಾಣಿ : 9449872599 [895, 991, 1125, 1002]
table-cell: 33(ಎಲಿವೇಟರ್), 34, 35(ನ.ಮ), 36, 42(ನ.ಮ) [788, 1278, 959, 1309]
column-header: ವಾಣಿಜ್ಯ ಸಂಕೀರ್ಣದ ಹೆಸರು [696, 1216, 788, 1247]
email: Email: preckdee@gmail.com [201, 1084, 336, 1095]
table-cell: 7. [359, 1556, 374, 1581]
annex-subtitle: ವಾಣಿಜ್ಯ ಮಳಿಗೆಗಳ ವಿವರ [675, 1482, 1296, 1500]
column-header: ಖಾಲಿ ಇರುವ ಮಳಿಗೆಗಳ ಸಂಖ್ಯೆ [788, 1216, 959, 1247]
table-cell: ರೂ.3,770/- [1045, 1353, 1112, 1397]
tender-schedule-table [358, 1449, 652, 1632]
table-cell: ರೂ.10,035/- [1045, 1575, 1112, 1606]
notice-bar: ವಾಣಿಜ್ಯ ಮಳಿಗೆಗಳ ಇ-ಹರಾಜು ಪ್ರಕಟಣೆ [674, 1027, 1296, 1045]
notice-header: ಕರ್ನಾಟಕ ಸರ್ಕಾರ [161, 1060, 213, 1070]
table-cell: 18.10.2025 ಸಂಜೆ 5.30 ಗಂಟೆಯವರೆಗೆ [463, 1516, 651, 1530]
table-cell: ರೂ.49,000/- [1112, 1575, 1176, 1606]
table-row [359, 1606, 652, 1631]
court-notice-family [352, 806, 658, 1076]
table-cell: ರೂ.1,90,000/- [959, 1309, 1045, 1353]
dateline: ಚಿತ್ರದುರ್ಗ: [37, 629, 72, 640]
paragraph: ಹಿಂದೂಗಳನ್ನು ನೇರವಾಗಿ ಮತಾಂತರಗೊಳಿಸದಿದ್ದರೂ ಮಾನಸಿಕ ವಾಗಿ ಸಾಂಸ್ಕೃತಿಕವಾಗಿ ಕ್ರಿಶ್ಚಿಯನ್ ಶಾಲೆಗಳಲ್ಲಿ ಮತಾಂತರಗೊಳ್ಳುತ್ತಿದೆ. ಅಂತಹ ಶಾಲೆಗಳ ವಿರುದ್ಧ ಸರ್ಕಾರ ಕ್ರಮ ಕೈಗೊಳ್ಳಬೇಕು ಎಂದು ಒತ್ತಾಯಿಸಿದರು. [37, 710, 339, 747]
table-cell: ರೂ.50,000/- [1112, 1531, 1176, 1553]
paragraph: ಸಾಣೇಹಳ್ಳಿಯಲ್ಲಿ ಸೆ.24ರಂದು ಜರುಗಲಿರುವ ಹಿರಿಯ ಲಿಂಗೈಕ್ಯ ಜಗದ್ಗುರುಗಳ ಶ್ರದ್ಧಾಂಜಲಿ ಕಾರ್ಯಕ್ರಮದ ಅಂಗವಾಗಿ ನಡೆದ ಸಭೆಯಲ್ಲಿ ಮಾತನಾಡಿದ ಅವರು, ಹಿರಿಯ ಜಗದ್ಗುರುಗಳು ಸಮಾಜದಲ್ಲಿ ಶಿಕ್ಷಣದ ಮಹತ್ವವನ್ನು ಅರಿತು ಕೆಲಸ ಮಾಡಿದರು ಎಂದರು. [37, 252, 239, 314]
table-cell: ರೂ.7,380/- [1045, 1553, 1112, 1575]
table-cell: ರೂ.3,85,500/- [959, 1531, 1045, 1553]
table-cell: ರೂ.1,070/- [1045, 1397, 1112, 1428]
table-cell: ಟೆಂಡರ್ ಪೂರ್ವಭಾವಿ ಸಭೆ ನಡೆಯುವ ಸ್ಥಳ [374, 1581, 464, 1606]
org-emblem-icon [38, 1470, 76, 1508]
story-column-1 [666, 172, 878, 692]
story-column-1 [32, 196, 244, 556]
tagline: ರಾಷ್ಟ್ರಾಭಿಮಾನಿ ದೈನಿಕ [200, 53, 261, 63]
highlight-item: » ನೇತ್ರತಪಾಸಣಾ ಶಿಬಿರದಲ್ಲಿ ಸುಮಾರು 784 ಜನರ ತಪಾಸಣೆ ನಡೆಯಲಾಯಿತು. [888, 409, 1088, 450]
column-header: ಕನಿಷ್ಠ ಬಾಡಿಗೆ ಮೊತ್ತ [1045, 1500, 1112, 1531]
photo-figure [987, 201, 1035, 361]
notice-bar: ಪತ್ರಿಕಾ ಪ್ರಕಟಣೆ [674, 702, 984, 719]
edition-city: ಶಿವಮೊಗ್ಗ [1230, 36, 1268, 50]
paragraph: ಈ ಸಂದರ್ಭದಲ್ಲಿ ಜ್ಯೋತಿ ಹಾಸ್ಪಿಟಲ್ ಇದರ ಸಹ ಯೋಜನೆಯಡಿ ಕಾರ್ಯಕ್ರಮ ನಡೆಯಿತು. ಕಾರ್ಯಕ್ರಮದಲ್ಲಿ ಉಂಜಾ ಶಾಸಕ ಕಿರೀಟ ಪಟೇಲ್, ಮೆಡಿಕಲ್ ಕಾಲೇಜಿನ ಪ್ರಾಂಶುಪಾಲರು ಉಪಸ್ಥಿತರಿದ್ದರು. [1099, 424, 1293, 461]
table-cell: 22, 24 [788, 1531, 959, 1553]
paragraph: ಪ್ರಧಾನಿಯವರ ಹಿರಿಯ ಸಹೋದರ ಸೋಮ್ ಭಾಯಿ ಮೋದಿ ದೀಪ ಬೆಳಗಿಸಿ ಶಿಬಿರಕ್ಕೆ ಚಾಲನೆ ನೀಡಿದರು. ಪ್ರಧಾನಿ ನರೇಂದ್ರ ಮೋದಿ ಅವರ ಜನ್ಮದಿನದ ಅಂಗವಾಗಿ ಸೇವಾ ಕಾರ್ಯ ನಡೆಸುತ್ತಿರುವುದು ಶ್ಲಾಘನೀಯ ಎಂದರು. [671, 293, 873, 343]
table-row [359, 1463, 652, 1477]
table-cell: ರೂ.1,93,000/- [959, 1247, 1045, 1278]
page-number: ೧೦ [8, 24, 46, 59]
notice-title: ಮಾನ್ಯ ಒಂದನೇ ಹೆಚ್ಚುವರಿ ಸಿವಿಲ್ ನ್ಯಾಯಾಧೀಶರ ನ್ಯಾಯಾಲಯ ಹಿರಿಯ ವಿಭಾಗ, ಚಿತ್ರದುರ್ಗ [365, 1090, 645, 1101]
paragraph: ಭಾರತದ ಪ್ರಧಾನಿ ನರೇಂದ್ರ ಮೋದಿ 75ನೇ ಜನ್ಮದಿನ ಆಚರಣೆ ಪ್ರಯುಕ್ತ ಸೇವಾ ಪಖ್ವಾಡ ಅಭಿಯಾನದ ಅಂಗವಾಗಿ ಮಂಗಳೂರಿನ ಪ್ರಸಾದ್ ನೇತ್ರಾಲಯ ಹಾಗೂ ನೇತ್ರ ಜ್ಯೋತಿ ಚಾರಿಟೇಬಲ್ ಟ್ರಸ್ಟ್ ವತಿಯಿಂದ ಉಚಿತ ನೇತ್ರ ತಪಾಸಣೆ, ಉಚಿತ ಕನ್ನಡಕ ವಿತರಣೆ ಹಾಗೂ ಶಸ್ತ್ರಚಿಕಿತ್ಸೆ ಶಿಬಿರ ನಡೆಯಿತು. [671, 175, 873, 237]
news-photo [250, 196, 655, 346]
court-signature: ನ್ಯಾಯಾಲಯದ ಆಜ್ಞೆ ಮೇರೆಗೆ ಸಹಿ/- ಶಿರಸ್ತೇದಾರರು [521, 1157, 652, 1167]
photo-figure [346, 219, 394, 345]
notice-date: ದಿನಾಂಕ: 16-09-2025 [1214, 1010, 1296, 1020]
reference-date: ದಿನಾಂಕ: 17.09.2025 [260, 1510, 336, 1520]
notice-step: 6. ಹರಾಜು ಅಧಿಸೂಚನೆಗೆ ಸಂಬಂಧಿಸಿದಂತೆ ಹೆಚ್ಚಿನ ವಿವರಗಳಿಗಾಗಿ https://kppp.karnataka.gov.in ಹಾಗೂ www.tumkurcity.mrc.gov.in ವೆಬ್‌ಸೈಟ್‌ನಲ್ಲಿ ಪಡೆಯಬಹುದು. [674, 1160, 1271, 1172]
column-header: ಕ್ರ. ಸಂ [675, 1216, 696, 1247]
notice-body: ಸಮಸ್ತ ನಾಗರೀಕರಿಗೆ ಈ ಮೂಲಕ ತಿಳಿಯಪಡಿಸುವುದೇನೆಂದರೆ ಸರ್ಕಾರದ ಸುತ್ತೋಲೆ ಸಂಖ್ಯೆ: ನಅಇ 301 ಜಿಇಎಲ್ 2017 ದಿನಾಂಕ:19.07.2019 ಹಾಗೂ ತುಮಕೂರು ಮಹಾನಗರಪಾಲಿಕೆಯ ಸಾಮಾನ್ಯ ಸಭೆಯ ನಡವಳಿಗಳ ದಿನಾಂಕ:22.02.2022 ರಲ್ಲಿನ ಅನುಮೋದನೆಯಂತೆ ತುಮಕೂರು ನಗರದ ಖಾಸಗಿ ಬಸ್ ನಿಲ್ದಾಣ, ಐಡಿಎಸ್‌ಎಂಟಿ ಶಿರಾಗೇಟ್ ಹಾಗೂ ಕೆಆರ್ ಮಾರುಕಟ್ಟೆ ಸಂಕೀರ್ಣಗಳಲ್ಲಿನ ಖಾಲಿ ಇರುವ ಒಟ್ಟು 43 ವಾಣಿಜ್ಯ ಮಳಿಗೆಗಳ ಗುತ್ತಿಗೆ ಹಕ್ಕನ್ನು ಇ-ಹರಾಜು (E-Auction) ಮೂಲಕ ವಿಲೇವಾರಿ ಮಾಡಲು ಪ್ರಕಟಣೆ ಹೊರಡಿಸಲಾಗಿದೆ. [674, 1048, 1296, 1085]
notice-title: ಮಾನ್ಯ ಕೌಟುಂಬಿಕ ನ್ಯಾಯಾಲಯ, ಶಿವಮೊಗ್ಗ [434, 811, 576, 822]
signature: ಸಹಿ/- ಕಾರ್ಯನಿರ್ವಾಹಕ ಅಭಿಯಂತರರು, ಪಂ. ರಾಜ್ ಇಂ. ವಿಭಾಗ, ಚಿಕ್ಕೋಡಿ [124, 1198, 336, 1209]
story-kicker: ಪ್ರಸಾದ್ ನೇತ್ರಾಲಯದಿಂದ ಪ್ರಧಾನಿ ಮೋದಿ ಹುಟ್ಟೂರಲ್ಲಿ ಕಾರ್ಯಕ್ರಮ [670, 94, 1080, 116]
table-cell: ಟೆಂಡರ್ ಸಲ್ಲಿಸಲು ಕೊನೆಯ ದಿನಾಂಕ [374, 1491, 464, 1516]
paragraph: ಯವರ ಸಹೋದರ ಪುತ್ರ ಹಾಗೂ ಚೇರಿಮನ್, ಮೋದಿಯವರು ಮಾತನಾಡುತ್ತಾ ಪ್ರಸಾದ್ ನೇತ್ರಾಲಯ ಕಳೆದ 5 ವರ್ಷಗಳಿಂದ ಪ್ರಧಾನಿಯವರ ಜನ್ಮದಿನದಂದು ನಡೆಸುತ್ತಿರುವ ನೇತ್ರ ಅರಿವು ಶಿಬಿರ ಸೇವೆಯನ್ನು ಮೆಚ್ಚಿದರು. [1099, 371, 1293, 420]
